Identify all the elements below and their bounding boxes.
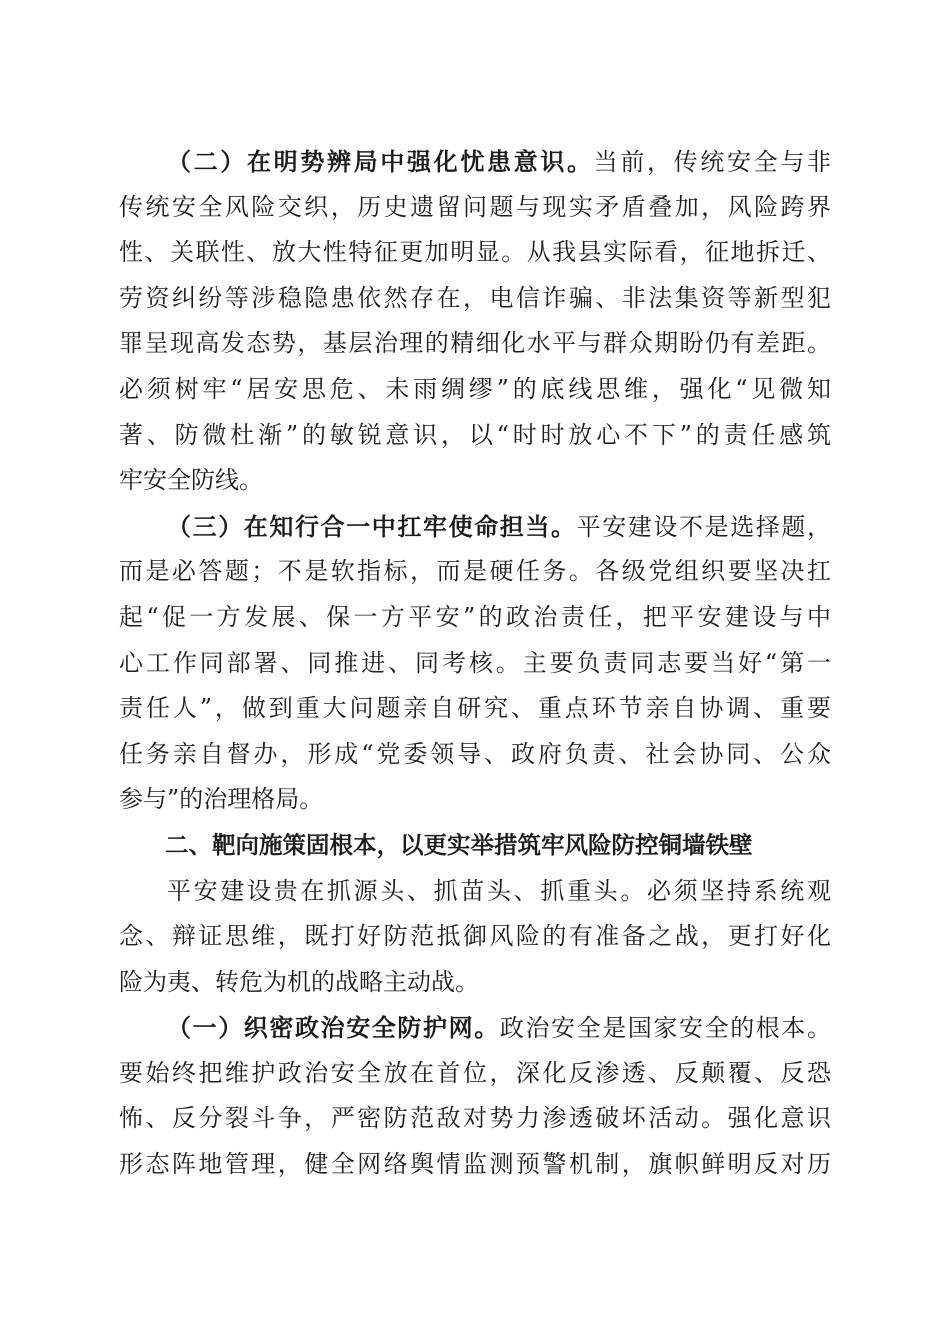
paragraph-line: 要始终把维护政治安全放在首位，深化反渗透、反颠覆、反恐 <box>119 1058 831 1087</box>
paragraph-lead: （二）在明势辨局中强化忧患意识。 <box>167 147 594 176</box>
paragraph-first-line <box>119 1005 831 1051</box>
paragraph-body <box>119 869 831 1006</box>
line-text: 平安建设不是选择题， <box>576 512 831 541</box>
document-page <box>119 139 831 1188</box>
paragraph-first-line <box>119 504 831 550</box>
paragraph-line: 任务亲自督办，形成“党委领导、政府负责、社会协同、公众 <box>119 739 831 768</box>
paragraph-1 <box>119 1005 831 1187</box>
paragraph-last-line: 参与”的治理格局。 <box>119 785 324 814</box>
paragraph-line: 心工作同部署、同推进、同考核。主要负责同志要当好“第一 <box>119 648 831 677</box>
paragraph-2 <box>119 139 831 504</box>
paragraph-line: 罪呈现高发态势，基层治理的精细化水平与群众期盼仍有差距。 <box>119 329 831 358</box>
paragraph-first-line: 平安建设贵在抓源头、抓苗头、抓重头。必须坚持系统观 <box>167 876 831 905</box>
paragraph-line: 传统安全风险交织，历史遗留问题与现实矛盾叠加，风险跨界 <box>119 192 831 221</box>
paragraph-lead: （三）在知行合一中扛牢使命担当。 <box>167 511 577 541</box>
paragraph-lead: （一）织密政治安全防护网。 <box>167 1013 500 1043</box>
paragraph-line: 起“促一方发展、保一方平安”的政治责任，把平安建设与中 <box>119 602 831 631</box>
paragraph-line: 著、防微杜渐”的敏锐意识，以“时时放心不下”的责任感筑 <box>119 420 831 449</box>
paragraph-first-line <box>119 139 831 185</box>
paragraph-3 <box>119 504 831 823</box>
paragraph-line: 形态阵地管理，健全网络舆情监测预警机制，旗帜鲜明反对历 <box>119 1150 831 1179</box>
paragraph-line: 念、辩证思维，既打好防范抵御风险的有准备之战，更打好化 <box>119 922 831 951</box>
line-text: 政治安全是国家安全的根本。 <box>499 1014 831 1043</box>
line-text: 当前，传统安全与非 <box>593 148 831 176</box>
paragraph-line: 怖、反分裂斗争，严密防范敌对势力渗透破坏活动。强化意识 <box>119 1104 831 1133</box>
paragraph-last-line: 牢安全防线。 <box>119 466 263 495</box>
paragraph-line: 责任人”，做到重大问题亲自研究、重点环节亲自协调、重要 <box>119 694 831 723</box>
paragraph-line: 劳资纠纷等涉稳隐患依然存在，电信诈骗、非法集资等新型犯 <box>119 283 831 312</box>
section-heading: 二、靶向施策固根本，以更实举措筑牢风险防控铜墙铁壁 <box>165 830 753 859</box>
paragraph-line: 性、关联性、放大性特征更加明显。从我县实际看，征地拆迁、 <box>119 238 831 267</box>
paragraph-line: 必须树牢“居安思危、未雨绸缪”的底线思维，强化“见微知 <box>119 374 831 403</box>
paragraph-line: 而是必答题；不是软指标，而是硬任务。各级党组织要坚决扛 <box>119 557 831 586</box>
paragraph-last-line: 险为夷、转危为机的战略主动战。 <box>119 967 479 996</box>
